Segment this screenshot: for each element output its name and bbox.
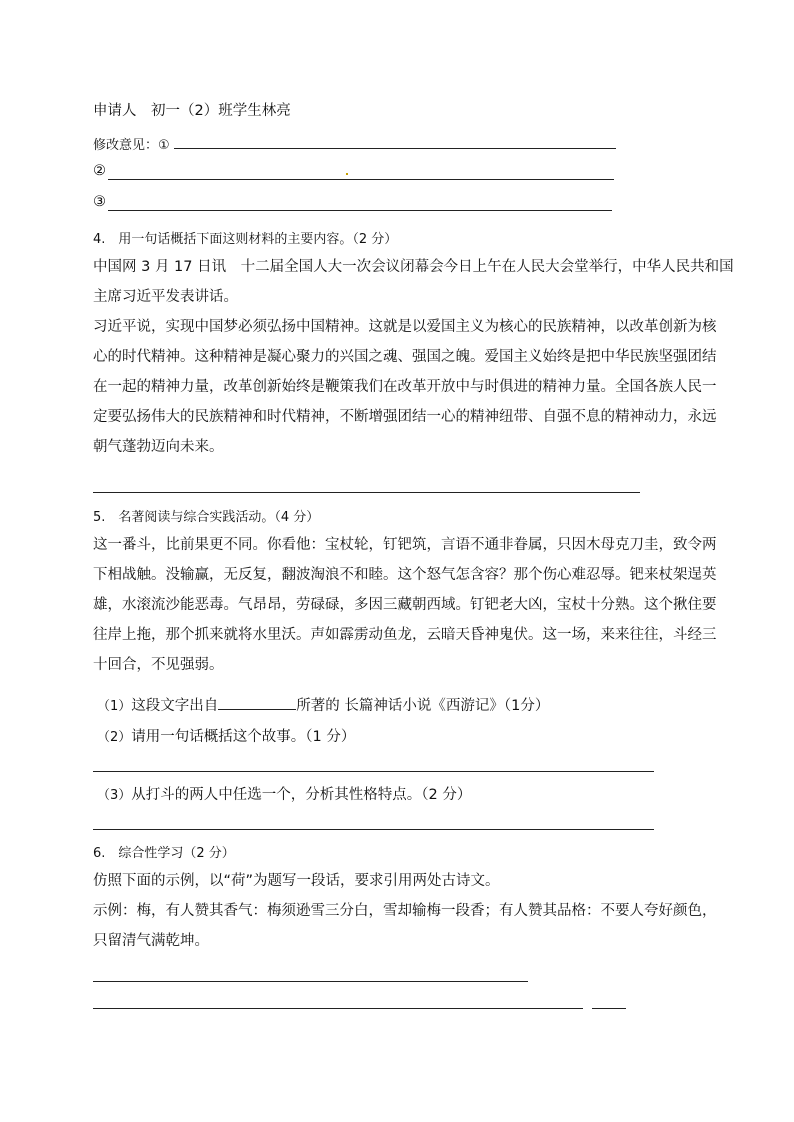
q5-title: 5. 名著阅读与综合实践活动。（4 分） xyxy=(93,510,320,525)
q6-line: 示例：梅，有人赞其香气：梅须逊雪三分白，雪却输梅一段香；有人赞其品格：不要人夸好颜色， xyxy=(93,903,717,919)
q4-title: 4. 用一句话概括下面这则材料的主要内容。（2 分） xyxy=(93,232,398,247)
revision-blank-2 xyxy=(108,179,614,180)
q4-line: 中国网 3 月 17 日讯 十二届全国人大一次会议闭幕会今日上午在人民大会堂举行，中华人民共和国 xyxy=(93,259,734,275)
q5-line: 下相战触。没输赢，无反复，翻波淘浪不和睦。这个怒气怎含容？那个伤心难忍辱。钯来杖架逞英 xyxy=(93,567,717,583)
q5-line: 雄，水滚流沙能恶毒。气昂昂，劳碌碌，多因三藏朝西域。钉钯老大凶，宝杖十分熟。这个揪住要 xyxy=(93,597,717,613)
revision-item-2: ② xyxy=(93,163,106,179)
q4-line: 主席习近平发表讲话。 xyxy=(93,289,238,305)
applicant-line: 申请人 初一（2）班学生林亮 xyxy=(93,103,291,119)
revision-label: 修改意见：① xyxy=(93,138,170,153)
q5-sub1-pre: 这段文字出自 xyxy=(131,698,219,714)
q5-sub2-num: （2） xyxy=(97,730,132,745)
q5-line: 这一番斗，比前果更不同。你看他：宝杖轮，钉钯筑，言语不通非眷属，只因木母克刀圭，致令两 xyxy=(93,537,717,553)
q5-passage xyxy=(93,530,717,680)
q5-sub2 xyxy=(97,725,355,746)
q4-answer-line xyxy=(93,492,640,493)
q4-line: 习近平说，实现中国梦必须弘扬中国精神。这就是以爱国主义为核心的民族精神，以改革创新为核 xyxy=(93,319,717,335)
q6-line: 只留清气满乾坤。 xyxy=(93,933,209,949)
q4-line: 定要弘扬伟大的民族精神和时代精神，不断增强团结一心的精神纽带、自强不息的精神动力，永远 xyxy=(93,409,717,425)
stray-mark xyxy=(346,173,348,175)
q4-material xyxy=(93,252,734,462)
q5-sub3 xyxy=(97,783,471,804)
q6-answer-line-2 xyxy=(93,1008,583,1009)
q5-sub3-text: 从打斗的两人中任选一个，分析其性格特点。（2 分） xyxy=(131,787,472,803)
q5-sub2-answer-line xyxy=(93,771,654,772)
q5-sub1-blank xyxy=(218,695,296,710)
revision-blank-1 xyxy=(174,148,616,149)
q5-sub3-answer-line xyxy=(93,829,654,830)
q6-answer-line-3 xyxy=(592,1008,626,1009)
q5-sub1-num: （1） xyxy=(97,699,132,714)
revision-blank-3 xyxy=(108,210,612,211)
q4-line: 朝气蓬勃迈向未来。 xyxy=(93,439,224,455)
revision-item-3: ③ xyxy=(93,194,106,210)
q5-sub3-num: （3） xyxy=(97,788,132,803)
q5-sub1-post: 所著的 长篇神话小说《西游记》（1分） xyxy=(296,698,550,714)
q5-line: 十回合，不见强弱。 xyxy=(93,657,224,673)
q4-line: 心的时代精神。这种精神是凝心聚力的兴国之魂、强国之魄。爱国主义始终是把中华民族坚强团结 xyxy=(93,349,717,365)
q6-answer-line-1 xyxy=(93,981,528,982)
q4-line: 在一起的精神力量，改革创新始终是鞭策我们在改革开放中与时俱进的精神力量。全国各族人民一 xyxy=(93,379,717,395)
q5-sub2-text: 请用一句话概括这个故事。（1 分） xyxy=(131,729,356,745)
q6-line: 仿照下面的示例，以“荷”为题写一段话，要求引用两处古诗文。 xyxy=(93,873,500,889)
q5-line: 往岸上拖，那个抓来就将水里沃。声如霹雳动鱼龙，云暗天昏神鬼伏。这一场，来来往往，斗经三 xyxy=(93,627,717,643)
q6-body xyxy=(93,866,717,956)
q5-sub1 xyxy=(97,694,549,715)
q6-title: 6. 综合性学习（2 分） xyxy=(93,846,235,861)
